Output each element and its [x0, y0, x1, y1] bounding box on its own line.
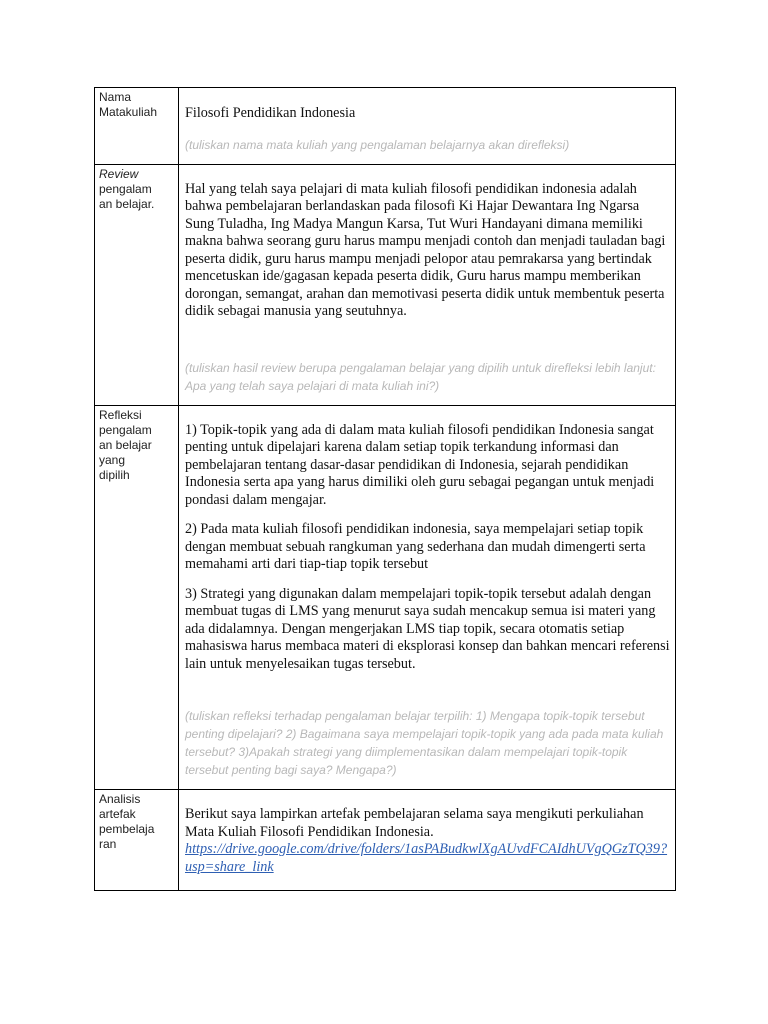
reflection-paragraph-2: 2) Pada mata kuliah filosofi pendidikan indonesia, saya mempelajari setiap topik dengan membuat sebuah rangkuman yang sederhana dan mudah dimengerti serta memahami arti dari tiap-tiap topik tersebut	[185, 521, 646, 572]
review-label-rest: pengalam an belajar.	[99, 181, 155, 211]
review-label-italic: Review	[99, 166, 139, 181]
row-label-analisis: Analisis artefak pembelaja ran	[95, 790, 179, 891]
table-row	[95, 88, 676, 165]
course-name-hint: (tuliskan nama mata kuliah yang pengalaman belajarnya akan direfleksi)	[185, 137, 570, 152]
reflection-paragraph-3: 3) Strategi yang digunakan dalam mempelajari topik-topik tersebut adalah dengan membuat tugas di LMS yang menurut saya sudah mencakup semua isi materi yang ada didalamnya. Dengan mengerjakan LMS tiap topik, secara otomatis setiap mahasiswa harus membaca materi di eksplorasi konsep dan bahkan mencari referensi lain untuk menyelesaikan tugas tersebut.	[185, 585, 670, 672]
course-name: Filosofi Pendidikan Indonesia	[185, 105, 356, 121]
table-row	[95, 405, 676, 790]
artifact-text: Berikut saya lampirkan artefak pembelajaran selama saya mengikuti perkuliahan Mata Kuliah Filosofi Pendidikan Indonesia.	[185, 806, 644, 840]
row-content-analisis	[179, 790, 676, 891]
row-content-review	[179, 164, 676, 405]
row-content-nama	[179, 88, 676, 165]
google-drive-link[interactable]: https://drive.google.com/drive/folders/1asPABudkwlXgAUvdFCAIdhUVgQGzTQ39?usp=share_link	[185, 841, 668, 875]
row-label-nama: Nama Matakuliah	[95, 88, 179, 165]
reflection-form-table	[94, 87, 676, 891]
review-text: Hal yang telah saya pelajari di mata kuliah filosofi pendidikan indonesia adalah bahwa pembelajaran berlandaskan pada filosofi Ki Hajar Dewantara Ing Ngarsa Sung Tuladha, Ing Madya Mangun Karsa, Tut Wuri Handayani dimana memiliki makna bahwa seorang guru harus mampu menjadi contoh dan menjadi tauladan bagi peserta didik, guru harus mampu menjadi pelopor atau pemrakarsa yang bertindak mencetuskan ide/gagasan kepada peserta didik, Guru harus mampu memberikan dorongan, semangat, arahan dan memotivasi peserta didik untuk membentuk peserta didik sebagai manusia yang seutuhnya.	[185, 180, 666, 319]
row-label-review	[95, 164, 179, 405]
reflection-hint: (tuliskan refleksi terhadap pengalaman belajar terpilih: 1) Mengapa topik-topik tersebut penting dipelajari? 2) Bagaimana saya mempelajari topik-topik yang ada pada mata kuliah tersebut? 3)Apakah strategi yang diimplementasikan dalam mempelajari topik-topik tersebut penting bagi saya? Mengapa?)	[185, 709, 664, 777]
row-label-refleksi: Refleksi pengalam an belajar yang dipilih	[95, 405, 179, 790]
row-content-refleksi	[179, 405, 676, 790]
review-hint: (tuliskan hasil review berupa pengalaman belajar yang dipilih untuk direfleksi lebih lanjut: Apa yang telah saya pelajari di mata kuliah ini?)	[185, 360, 656, 393]
table-row	[95, 790, 676, 891]
reflection-paragraph-1: 1) Topik-topik yang ada di dalam mata kuliah filosofi pendidikan Indonesia sangat penting untuk dipelajari karena dalam setiap topik terkandung informasi dan pembelajaran tentang dasar-dasar pendidikan di Indonesia, sejarah pendidikan Indonesia serta apa yang harus dimiliki oleh guru sebagai pegangan untuk menjadi pondasi dalam mengajar.	[185, 421, 655, 508]
table-row	[95, 164, 676, 405]
